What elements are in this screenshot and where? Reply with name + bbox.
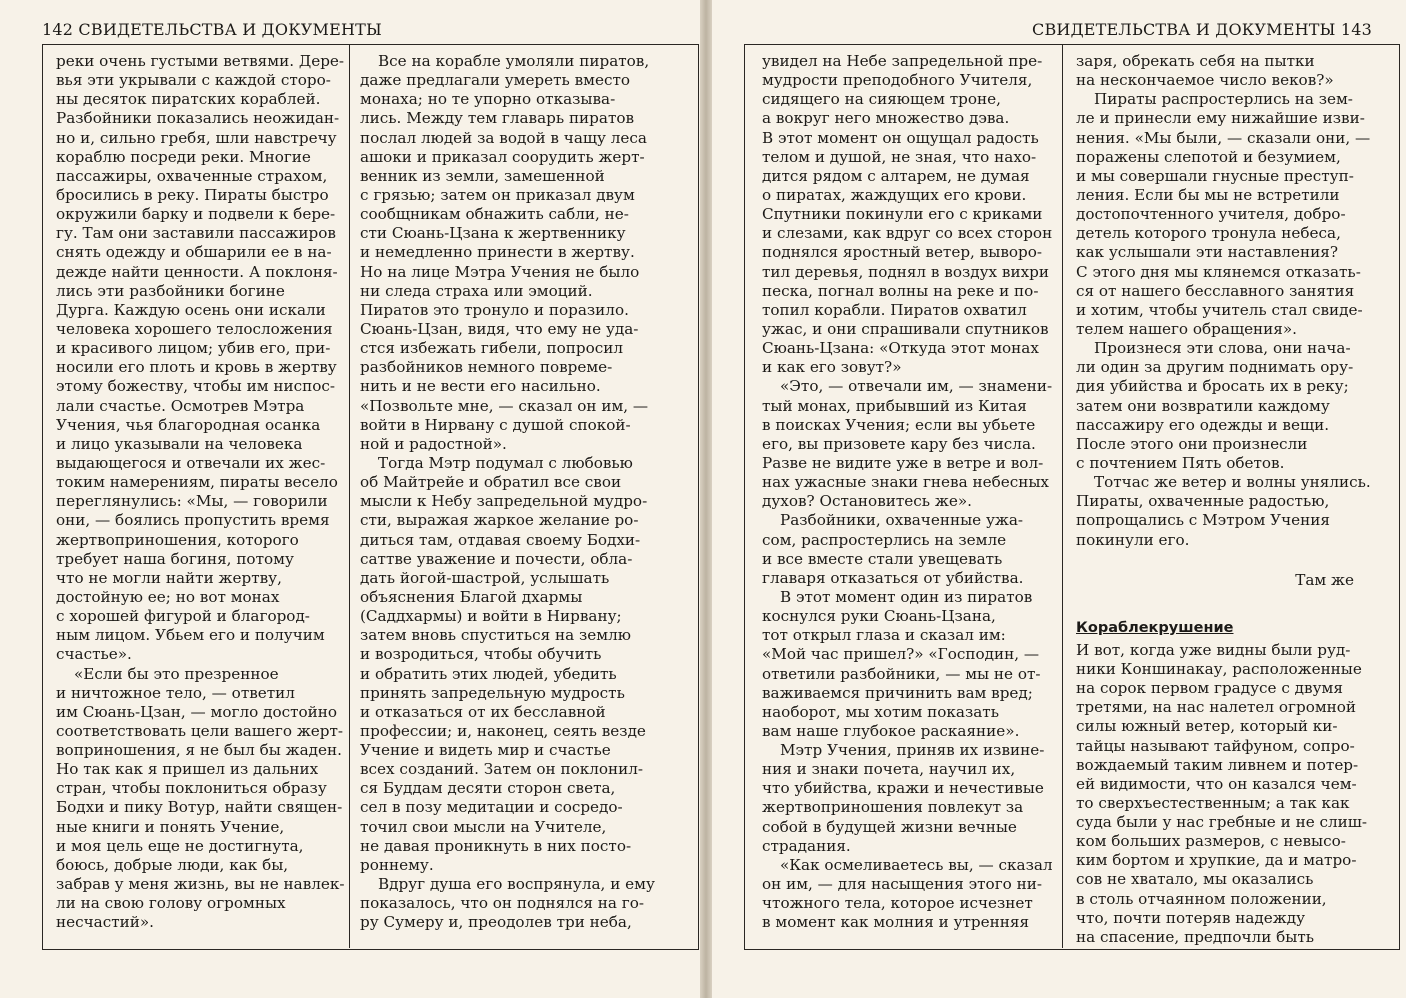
- text-line: Разбойники показались неожидан-: [56, 109, 340, 128]
- text-line: затем они возвратили каждому: [1076, 396, 1330, 415]
- text-line: телом и душой, не зная, что нахо-: [762, 147, 1037, 166]
- right-column-rule: [1062, 44, 1063, 948]
- book-gutter: [700, 0, 712, 998]
- text-line: С этого дня мы клянемся отказать-: [1076, 262, 1361, 281]
- text-line: Учение и видеть мир и счастье: [360, 741, 611, 760]
- text-line: окружили барку и подвели к бере-: [56, 205, 336, 224]
- text-line: что убийства, кражи и нечестивые: [762, 779, 1044, 798]
- left-column-rule: [349, 44, 350, 948]
- text-line: ся Буддам десяти сторон света,: [360, 779, 616, 798]
- text-line: Тотчас же ветер и волны унялись.: [1094, 473, 1371, 492]
- text-line: точил свои мысли на Учителе,: [360, 817, 607, 836]
- text-line: роннему.: [360, 855, 434, 874]
- text-line: им Сюань-Цзан, — могло достойно: [56, 702, 338, 721]
- text-line: бросились в реку. Пираты быстро: [56, 185, 329, 204]
- text-line: «Как осмеливаетесь вы, — сказал: [780, 855, 1053, 874]
- section-heading: Кораблекрушение: [1076, 619, 1234, 636]
- text-line: что не могли найти жертву,: [56, 568, 282, 587]
- text-line: увидел на Небе запредельной пре-: [762, 52, 1043, 70]
- text-line: Учения, чья благородная осанка: [56, 415, 321, 434]
- text-line: и как его зовут?»: [762, 358, 902, 377]
- text-line: страдания.: [762, 836, 851, 855]
- text-line: счастье».: [56, 645, 132, 664]
- text-line: Тогда Мэтр подумал с любовью: [378, 453, 633, 472]
- text-line: стран, чтобы поклониться образу: [56, 779, 327, 798]
- text-line: (Саддхармы) и войти в Нирвану;: [360, 607, 622, 626]
- text-line: и лицо указывали на человека: [56, 434, 303, 453]
- text-line: с хорошей фигурой и благород-: [56, 607, 310, 626]
- text-line: а вокруг него множество дэва.: [762, 109, 1010, 128]
- text-line: ным лицом. Убьем его и получим: [56, 626, 325, 645]
- text-line: на сорок первом градусе с двумя: [1076, 679, 1343, 698]
- text-line: разбойников немного повреме-: [360, 358, 613, 377]
- text-line: жертвоприношения повлекут за: [762, 798, 1024, 817]
- text-line: затем вновь спуститься на землю: [360, 626, 631, 645]
- text-line: сти Сюань-Цзана к жертвеннику: [360, 224, 626, 243]
- text-line: топил корабли. Пиратов охватил: [762, 300, 1027, 319]
- text-line: ком больших размеров, с невысо-: [1076, 832, 1346, 851]
- text-line: ния и знаки почета, научил их,: [762, 760, 1016, 779]
- text-line: собой в будущей жизни вечные: [762, 817, 1017, 836]
- text-line: лись эти разбойники богине: [56, 281, 285, 300]
- text-line: Дурга. Каждую осень они искали: [56, 300, 326, 319]
- text-line: сом, распростерлись на земле: [762, 530, 1007, 549]
- text-line: ашоки и приказал соорудить жерт-: [360, 147, 645, 166]
- text-line: венник из земли, замешенной: [360, 166, 605, 185]
- text-line: и ничтожное тело, — ответил: [56, 683, 295, 702]
- text-line: Сюань-Цзана: «Откуда этот монах: [762, 339, 1039, 358]
- text-line: ответили разбойники, — мы не от-: [762, 664, 1041, 683]
- text-line: сидящего на сияющем троне,: [762, 90, 1001, 109]
- text-line: В этот момент он ощущал радость: [762, 128, 1039, 147]
- right-running-head: СВИДЕТЕЛЬСТВА И ДОКУМЕНТЫ 143: [1032, 20, 1372, 39]
- text-line: переглянулись: «Мы, — говорили: [56, 492, 328, 511]
- text-line: дится рядом с алтарем, не думая: [762, 166, 1030, 185]
- text-line: наоборот, мы хотим показать: [762, 702, 999, 721]
- text-line: Пиратов это тронуло и поразило.: [360, 300, 629, 319]
- text-line: даже предлагали умереть вместо: [360, 71, 631, 90]
- text-line: духов? Остановитесь же».: [762, 492, 972, 511]
- text-line: этому божеству, чтобы им ниспос-: [56, 377, 335, 396]
- text-line: гу. Там они заставили пассажиров: [56, 224, 336, 243]
- text-line: реки очень густыми ветвями. Дере-: [56, 52, 345, 70]
- text-line: и красивого лицом; убив его, при-: [56, 339, 331, 358]
- text-line: ни следа страха или эмоций.: [360, 281, 593, 300]
- text-line: не давая проникнуть в них посто-: [360, 836, 632, 855]
- text-line: ся от нашего бесславного занятия: [1076, 281, 1355, 300]
- text-line: Все на корабле умоляли пиратов,: [378, 52, 650, 70]
- text-line: они, — боялись пропустить время: [56, 511, 330, 530]
- text-line: тил деревья, поднял в воздух вихри: [762, 262, 1050, 281]
- text-line: выдающегося и отвечали их жес-: [56, 453, 326, 472]
- text-line: стся избежать гибели, попросил: [360, 339, 624, 358]
- text-column-3: [762, 52, 1053, 932]
- text-line: соответствовать цели вашего жерт-: [56, 721, 344, 740]
- text-line: и моя цель еще не достигнута,: [56, 836, 304, 855]
- text-line: тот открыл глаза и сказал им:: [762, 626, 1006, 645]
- text-line: вья эти укрывали с каждой сторо-: [56, 71, 331, 90]
- text-column-4: [1076, 52, 1371, 947]
- text-line: всех созданий. Затем он поклонил-: [360, 760, 644, 779]
- text-line: носили его плоть и кровь в жертву: [56, 358, 337, 377]
- text-line: дежде найти ценности. А поклоня-: [56, 262, 338, 281]
- text-line: и мы совершали гнусные преступ-: [1076, 166, 1354, 185]
- text-line: лись. Между тем главарь пиратов: [360, 109, 635, 128]
- text-line: мысли к Небу запредельной мудро-: [360, 492, 648, 511]
- text-line: достопочтенного учителя, добро-: [1076, 205, 1346, 224]
- text-line: дать йогой-шастрой, услышать: [360, 568, 610, 587]
- text-line: требует наша богиня, потому: [56, 549, 294, 568]
- text-line: Но на лице Мэтра Учения не было: [360, 262, 640, 281]
- text-line: на спасение, предпочли быть: [1076, 927, 1315, 946]
- text-line: в момент как молния и утренняя: [762, 913, 1030, 932]
- text-line: то сверхъестественным; а так как: [1076, 793, 1350, 812]
- text-line: тый монах, прибывший из Китая: [762, 396, 1027, 415]
- text-line: сти, выражая жаркое желание ро-: [360, 511, 639, 530]
- text-line: нения. «Мы были, — сказали они, —: [1076, 128, 1371, 147]
- text-line: о пиратах, жаждущих его крови.: [762, 185, 1027, 204]
- text-line: Бодхи и пику Вотур, найти священ-: [56, 798, 343, 817]
- text-line: его, вы призовете кару без числа.: [762, 434, 1036, 453]
- text-line: в столь отчаянном положении,: [1076, 889, 1327, 908]
- text-line: как услышали эти наставления?: [1076, 243, 1338, 262]
- text-line: принять запредельную мудрость: [360, 683, 625, 702]
- text-line: нах ужасные знаки гнева небесных: [762, 473, 1049, 492]
- text-line: вождаемый таким ливнем и потер-: [1076, 755, 1359, 774]
- text-line: войти в Нирвану с душой спокой-: [360, 415, 631, 434]
- text-line: После этого они произнесли: [1076, 434, 1308, 453]
- text-line: Разве не видите уже в ветре и вол-: [762, 453, 1044, 472]
- text-line: монаха; но те упорно отказыва-: [360, 90, 616, 109]
- text-line: ле и принесли ему нижайшие изви-: [1076, 109, 1365, 128]
- text-line: боюсь, добрые люди, как бы,: [56, 855, 289, 874]
- text-line: Спутники покинули его с криками: [762, 205, 1043, 224]
- text-line: и слезами, как вдруг со всех сторон: [762, 224, 1053, 243]
- text-line: Пираты распростерлись на зем-: [1094, 90, 1353, 109]
- text-line: детель которого тронула небеса,: [1076, 224, 1341, 243]
- text-line: ные книги и понять Учение,: [56, 817, 285, 836]
- text-line: и обратить этих людей, убедить: [360, 664, 617, 683]
- text-line: мудрости преподобного Учителя,: [762, 71, 1033, 90]
- text-line: пассажиры, охваченные страхом,: [56, 166, 328, 185]
- text-line: вам наше глубокое раскаяние».: [762, 721, 1020, 740]
- text-line: несчастий».: [56, 913, 154, 932]
- text-line: Вдруг душа его воспрянула, и ему: [378, 875, 655, 894]
- left-running-head: 142 СВИДЕТЕЛЬСТВА И ДОКУМЕНТЫ: [42, 20, 382, 39]
- text-line: и возродиться, чтобы обучить: [360, 645, 602, 664]
- text-line: попрощались с Мэтром Учения: [1076, 511, 1330, 530]
- text-line: важиваемся причинить вам вред;: [762, 683, 1033, 702]
- text-column-1: [56, 52, 348, 932]
- text-line: нить и не вести его насильно.: [360, 377, 601, 396]
- text-line: пассажиру его одежды и вещи.: [1076, 415, 1330, 434]
- text-line: диться там, отдавая своему Бодхи-: [360, 530, 641, 549]
- text-line: достойную ее; но вот монах: [56, 587, 280, 606]
- text-line: суда были у нас гребные и не слиш-: [1076, 813, 1368, 832]
- text-line: ру Сумеру и, преодолев три неба,: [360, 913, 632, 932]
- text-line: Разбойники, охваченные ужа-: [780, 511, 1024, 530]
- text-line: «Мой час пришел?» «Господин, —: [762, 645, 1040, 664]
- text-line: покинули его.: [1076, 530, 1190, 549]
- text-column-2: [360, 52, 656, 932]
- text-line: Сюань-Цзан, видя, что ему не уда-: [360, 319, 639, 338]
- text-line: ким бортом и хрупкие, да и матро-: [1076, 851, 1357, 870]
- text-line: «Если бы это презренное: [74, 664, 279, 683]
- text-line: в поисках Учения; если вы убьете: [762, 415, 1036, 434]
- text-line: ужас, и они спрашивали спутников: [762, 319, 1049, 338]
- text-line: ления. Если бы мы не встретили: [1076, 185, 1340, 204]
- text-line: что, почти потеряв надежду: [1076, 908, 1306, 927]
- text-line: кораблю посреди реки. Многие: [56, 147, 311, 166]
- text-line: Произнеся эти слова, они нача-: [1094, 339, 1351, 358]
- text-line: на нескончаемое число веков?»: [1076, 71, 1334, 90]
- text-line: снять одежду и обшарили ее в на-: [56, 243, 332, 262]
- text-line: но и, сильно гребя, шли навстречу: [56, 128, 337, 147]
- source-attribution: Там же: [1295, 570, 1354, 589]
- text-line: забрав у меня жизнь, вы не навлек-: [56, 875, 345, 894]
- text-line: Но так как я пришел из дальних: [56, 760, 319, 779]
- text-line: сел в позу медитации и сосредо-: [360, 798, 623, 817]
- text-line: песка, погнал волны на реке и по-: [762, 281, 1039, 300]
- text-line: показалось, что он поднялся на го-: [360, 894, 645, 913]
- text-line: объяснения Благой дхармы: [360, 587, 583, 606]
- text-line: «Позвольте мне, — сказал он им, —: [360, 396, 649, 415]
- text-line: человека хорошего телосложения: [56, 319, 333, 338]
- text-line: он им, — для насыщения этого ни-: [762, 875, 1042, 894]
- text-line: жертвоприношения, которого: [56, 530, 299, 549]
- text-line: и немедленно принести в жертву.: [360, 243, 635, 262]
- text-line: Пираты, охваченные радостью,: [1076, 492, 1330, 511]
- text-line: ники Коншинакау, расположенные: [1076, 659, 1362, 678]
- text-line: с почтением Пять обетов.: [1076, 453, 1285, 472]
- text-line: воприношения, я не был бы жаден.: [56, 741, 342, 760]
- text-line: профессии; и, наконец, сеять везде: [360, 721, 646, 740]
- text-line: тайцы называют тайфуном, сопро-: [1076, 736, 1355, 755]
- text-line: об Майтрейе и обратил все свои: [360, 473, 622, 492]
- text-line: и все вместе стали увещевать: [762, 549, 1003, 568]
- text-line: ей видимости, что он казался чем-: [1076, 774, 1357, 793]
- text-line: И вот, когда уже видны были руд-: [1076, 640, 1351, 659]
- text-line: лали счастье. Осмотрев Мэтра: [56, 396, 305, 415]
- text-line: «Это, — отвечали им, — знамени-: [780, 377, 1053, 396]
- text-line: сов не хватало, мы оказались: [1076, 870, 1314, 889]
- text-line: чтожного тела, которое исчезнет: [762, 894, 1033, 913]
- text-line: заря, обрекать себя на пытки: [1076, 52, 1315, 70]
- text-line: дия убийства и бросать их в реку;: [1076, 377, 1349, 396]
- text-line: В этот момент один из пиратов: [780, 587, 1033, 606]
- text-line: Мэтр Учения, приняв их извине-: [780, 741, 1045, 760]
- text-line: коснулся руки Сюань-Цзана,: [762, 607, 996, 626]
- text-line: ли на свою голову огромных: [56, 894, 286, 913]
- text-line: сообщникам обнажить сабли, не-: [360, 205, 629, 224]
- text-line: послал людей за водой в чащу леса: [360, 128, 647, 147]
- text-line: и хотим, чтобы учитель стал свиде-: [1076, 300, 1363, 319]
- text-line: поражены слепотой и безумием,: [1076, 147, 1341, 166]
- text-line: токим намерениям, пираты весело: [56, 473, 338, 492]
- text-line: силы южный ветер, который ки-: [1076, 717, 1338, 736]
- text-line: с грязью; затем он приказал двум: [360, 185, 635, 204]
- text-line: ной и радостной».: [360, 434, 507, 453]
- text-line: ны десяток пиратских кораблей.: [56, 90, 321, 109]
- text-line: третями, на нас налетел огромной: [1076, 698, 1357, 717]
- text-line: саттве уважение и почести, обла-: [360, 549, 633, 568]
- text-line: главаря отказаться от убийства.: [762, 568, 1024, 587]
- text-line: ли один за другим поднимать ору-: [1076, 358, 1354, 377]
- text-line: телем нашего обращения».: [1076, 319, 1297, 338]
- text-line: поднялся яростный ветер, выворо-: [762, 243, 1043, 262]
- text-line: и отказаться от их бесславной: [360, 702, 606, 721]
